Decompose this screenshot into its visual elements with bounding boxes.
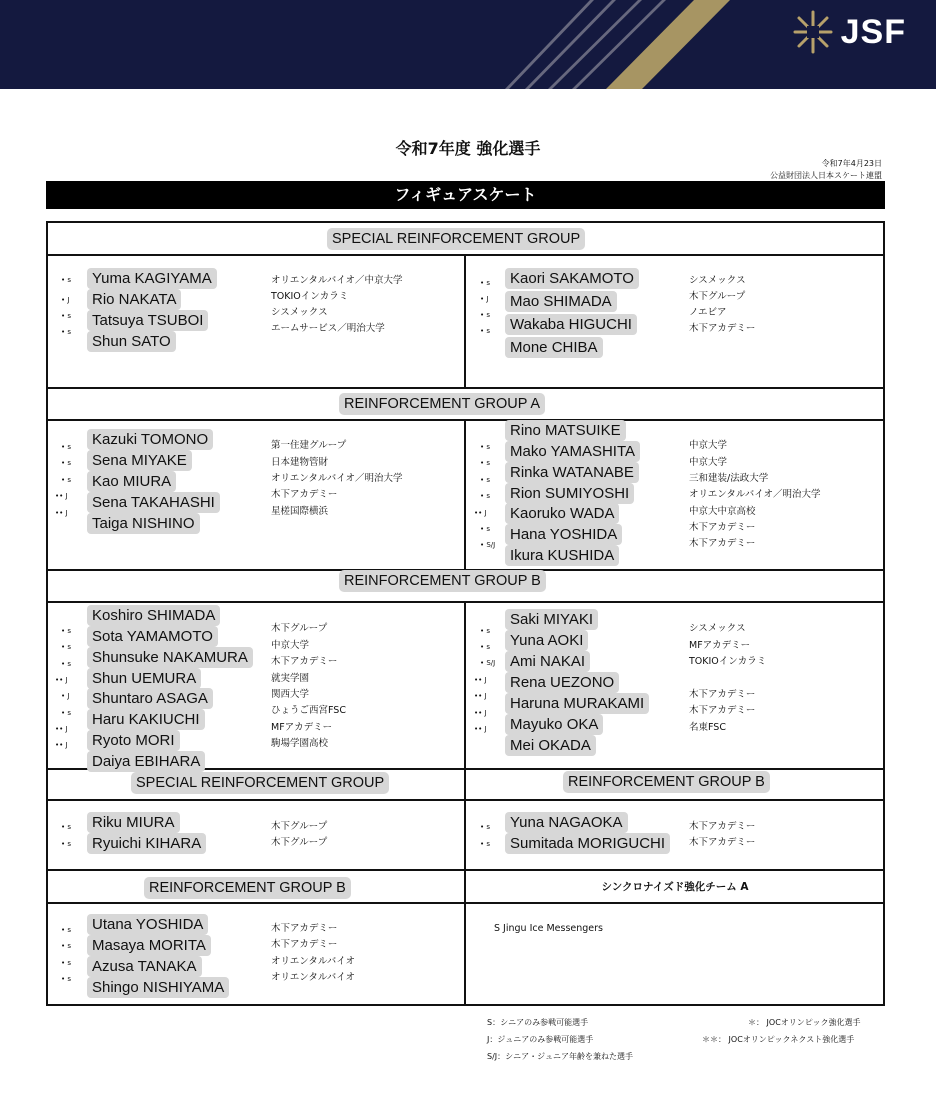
athlete-mark: • S/J <box>480 541 496 549</box>
athlete-mark: • s <box>480 643 491 651</box>
legend-olympic: ＊： JOCオリンピック強化選手 <box>748 1018 861 1027</box>
athlete-name: Shingo NISHIYAMA <box>87 977 229 998</box>
athlete-name: Sumitada MORIGUCHI <box>505 833 670 854</box>
athlete-name: Sena MIYAKE <box>87 450 192 471</box>
athlete-name: Koshiro SHIMADA <box>87 605 220 626</box>
athlete-affiliation: 三和建装/法政大学 <box>689 473 769 484</box>
athlete-name: Kazuki TOMONO <box>87 429 213 450</box>
athlete-name: Rion SUMIYOSHI <box>505 483 634 504</box>
athlete-name: Shun UEMURA <box>87 668 201 689</box>
athlete-name: Rena UEZONO <box>505 672 619 693</box>
athlete-name: Ryuichi KIHARA <box>87 833 206 854</box>
athlete-affiliation: 中京大中京高校 <box>689 506 756 517</box>
athlete-affiliation: 木下グループ <box>271 837 328 848</box>
section-heading: REINFORCEMENT GROUP A <box>339 393 545 415</box>
athlete-affiliation: シスメックス <box>689 275 746 286</box>
athlete-name: Yuna NAGAOKA <box>505 812 628 833</box>
athlete-name: Shuntaro ASAGA <box>87 688 213 709</box>
athlete-mark: •• J <box>55 509 68 517</box>
athlete-affiliation: オリエンタルバイオ／明治大学 <box>689 489 821 500</box>
athlete-mark: • s <box>61 443 72 451</box>
athlete-name: Sota YAMAMOTO <box>87 626 218 647</box>
athlete-name: Taiga NISHINO <box>87 513 200 534</box>
athlete-name: Yuma KAGIYAMA <box>87 268 217 289</box>
athlete-mark: • s <box>480 476 491 484</box>
athlete-mark: •• J <box>474 692 487 700</box>
athlete-affiliation: エームサービス／明治大学 <box>271 323 385 334</box>
athlete-affiliation: シスメックス <box>689 623 746 634</box>
athlete-affiliation: オリエンタルバイオ <box>271 972 355 983</box>
athlete-mark: • s <box>480 279 491 287</box>
athlete-name: Mone CHIBA <box>505 337 603 358</box>
athlete-mark: • s <box>480 459 491 467</box>
athlete-affiliation: ノエビア <box>689 307 727 318</box>
athlete-affiliation: 木下アカデミー <box>689 538 756 549</box>
athlete-name: Mao SHIMADA <box>505 291 617 312</box>
athlete-name: Kaoruko WADA <box>505 503 619 524</box>
legend-senior-junior: S/J：シニア・ジュニア年齢を兼ねた選手 <box>487 1052 633 1061</box>
athlete-affiliation: 星槎国際横浜 <box>271 506 329 517</box>
athlete-mark: • s <box>480 627 491 635</box>
athlete-name: Hana YOSHIDA <box>505 524 622 545</box>
athlete-mark: • s <box>480 525 491 533</box>
legend-junior: J：ジュニアのみ参戦可能選手 <box>487 1035 594 1044</box>
section-heading: SPECIAL REINFORCEMENT GROUP <box>327 228 585 250</box>
athlete-name: Azusa TANAKA <box>87 956 202 977</box>
issue-date: 令和7年4月23日 <box>821 159 882 168</box>
athlete-affiliation: オリエンタルバイオ／中京大学 <box>271 275 403 286</box>
rule <box>464 601 466 1006</box>
athlete-affiliation: MFアカデミー <box>689 640 751 651</box>
athlete-name: Riku MIURA <box>87 812 180 833</box>
athlete-affiliation: 木下グループ <box>689 291 746 302</box>
rule <box>464 254 466 389</box>
legend-olympic-next: ＊＊： JOCオリンピックネクスト強化選手 <box>702 1035 855 1044</box>
athlete-affiliation: 関西大学 <box>271 689 310 700</box>
athlete-name: Yuna AOKI <box>505 630 588 651</box>
athlete-affiliation: 中京大学 <box>689 440 728 451</box>
athlete-mark: • s <box>61 926 72 934</box>
header-banner <box>0 0 936 89</box>
athlete-mark: •• J <box>55 725 68 733</box>
rule <box>46 221 885 223</box>
section-heading: REINFORCEMENT GROUP B <box>563 771 770 793</box>
athlete-affiliation: 木下アカデミー <box>689 705 756 716</box>
athlete-name: Shun SATO <box>87 331 176 352</box>
athlete-affiliation: ひょうご西宮FSC <box>271 705 346 716</box>
athlete-mark: • s <box>61 959 72 967</box>
athlete-name: Sena TAKAHASHI <box>87 492 220 513</box>
athlete-mark: • s <box>480 443 491 451</box>
athlete-mark: • s <box>61 823 72 831</box>
athlete-name: Daiya EBIHARA <box>87 751 205 772</box>
athlete-mark: • s <box>61 840 72 848</box>
athlete-mark: • S/J <box>480 659 496 667</box>
athlete-mark: • s <box>61 276 72 284</box>
athlete-mark: • s <box>61 709 72 717</box>
athlete-name: Mayuko OKA <box>505 714 603 735</box>
athlete-mark: • s <box>480 823 491 831</box>
athlete-affiliation: シスメックス <box>271 307 328 318</box>
athlete-affiliation: 木下グループ <box>271 821 328 832</box>
athlete-name: Haruna MURAKAMI <box>505 693 649 714</box>
athlete-name: Haru KAKIUCHI <box>87 709 205 730</box>
athlete-name: Ikura KUSHIDA <box>505 545 619 566</box>
athlete-affiliation: 木下アカデミー <box>689 689 756 700</box>
jsf-logo <box>793 10 906 54</box>
athlete-affiliation: 中京大学 <box>689 457 728 468</box>
issue-date-block <box>770 158 882 182</box>
athlete-affiliation: 就実学園 <box>271 673 310 684</box>
issuing-organization: 公益財団法人日本スケート連盟 <box>770 171 882 180</box>
athlete-mark: • s <box>480 311 491 319</box>
athlete-name: Kaori SAKAMOTO <box>505 268 639 289</box>
athlete-affiliation: 木下アカデミー <box>689 821 756 832</box>
athlete-name: Rino MATSUIKE <box>505 420 626 441</box>
athlete-mark: • s <box>61 975 72 983</box>
athlete-name: Utana YOSHIDA <box>87 914 208 935</box>
section-heading: REINFORCEMENT GROUP B <box>339 570 546 592</box>
athlete-mark: • s <box>61 476 72 484</box>
athlete-mark: • s <box>480 840 491 848</box>
section-heading: REINFORCEMENT GROUP B <box>144 877 351 899</box>
athlete-name: Mako YAMASHITA <box>505 441 640 462</box>
athlete-affiliation: 木下アカデミー <box>271 656 338 667</box>
athlete-affiliation: 木下アカデミー <box>689 323 756 334</box>
athlete-mark: •• J <box>474 509 487 517</box>
snowflake-icon <box>793 10 833 54</box>
athlete-name: Rio NAKATA <box>87 289 181 310</box>
athlete-mark: • s <box>61 660 72 668</box>
athlete-affiliation: MFアカデミー <box>271 722 333 733</box>
athlete-affiliation: 木下アカデミー <box>271 489 338 500</box>
athlete-mark: •• J <box>55 741 68 749</box>
athlete-affiliation: オリエンタルバイオ／明治大学 <box>271 473 403 484</box>
athlete-mark: •• J <box>55 492 68 500</box>
legend-senior: S：シニアのみ参戦可能選手 <box>487 1018 589 1027</box>
athlete-affiliation: TOKIOインカラミ <box>271 291 349 302</box>
athlete-mark: •• J <box>474 676 487 684</box>
athlete-mark: •• J <box>474 725 487 733</box>
athlete-mark: • s <box>480 492 491 500</box>
discipline-bar: フィギュアスケート <box>46 181 885 209</box>
athlete-name: Shunsuke NAKAMURA <box>87 647 253 668</box>
logo-text: JSF <box>840 12 906 51</box>
rule <box>464 419 466 571</box>
athlete-affiliation: 木下アカデミー <box>271 923 338 934</box>
sync-team-name: S Jingu Ice Messengers <box>494 923 604 934</box>
athlete-name: Masaya MORITA <box>87 935 211 956</box>
page-title: 令和7年度 強化選手 <box>395 139 541 158</box>
athlete-affiliation: 第一住建グループ <box>271 440 347 451</box>
athlete-name: Ami NAKAI <box>505 651 590 672</box>
athlete-affiliation: TOKIOインカラミ <box>689 656 767 667</box>
athlete-affiliation: 日本建物管財 <box>271 457 329 468</box>
athlete-mark: • s <box>61 312 72 320</box>
athlete-name: Rinka WATANABE <box>505 462 639 483</box>
athlete-mark: • s <box>61 459 72 467</box>
section-heading: シンクロナイズド強化チーム A <box>601 881 749 893</box>
athlete-mark: • s <box>61 328 72 336</box>
athlete-mark: • s <box>61 942 72 950</box>
athlete-name: Ryoto MORI <box>87 730 180 751</box>
athlete-affiliation: 名東FSC <box>689 722 726 733</box>
athlete-affiliation: 木下グループ <box>271 623 328 634</box>
athlete-mark: •• J <box>55 676 68 684</box>
athlete-name: Mei OKADA <box>505 735 596 756</box>
athlete-name: Saki MIYAKI <box>505 609 598 630</box>
athlete-mark: • s <box>61 627 72 635</box>
athlete-mark: • J <box>480 295 489 303</box>
athlete-name: Wakaba HIGUCHI <box>505 314 637 335</box>
athlete-mark: •• J <box>474 709 487 717</box>
athlete-affiliation: 中京大学 <box>271 640 310 651</box>
athlete-affiliation: 木下アカデミー <box>271 939 338 950</box>
athlete-mark: • J <box>61 692 70 700</box>
rule <box>46 221 48 1006</box>
athlete-affiliation: 駒場学園高校 <box>271 738 329 749</box>
athlete-name: Kao MIURA <box>87 471 176 492</box>
athlete-name: Tatsuya TSUBOI <box>87 310 208 331</box>
athlete-mark: • s <box>61 643 72 651</box>
athlete-affiliation: 木下アカデミー <box>689 837 756 848</box>
athlete-affiliation: オリエンタルバイオ <box>271 956 355 967</box>
athlete-mark: • s <box>480 327 491 335</box>
section-heading: SPECIAL REINFORCEMENT GROUP <box>131 772 389 794</box>
athlete-affiliation: 木下アカデミー <box>689 522 756 533</box>
athlete-mark: • J <box>61 296 70 304</box>
